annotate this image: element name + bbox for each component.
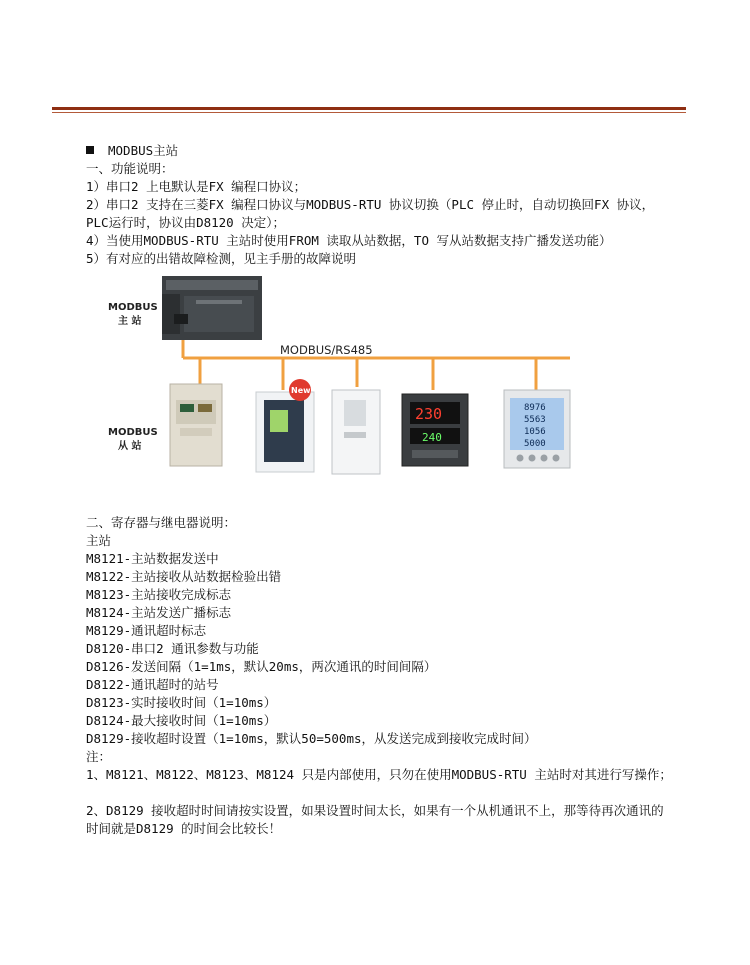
s2-line-7: D8126-发送间隔（1=1ms，默认20ms，两次通讯的时间间隔）: [86, 659, 437, 674]
inverter-device-2: [256, 379, 314, 472]
s2-heading: 二、寄存器与继电器说明：: [86, 515, 237, 530]
temperature-controller-device: [402, 394, 468, 466]
s2-line-11: D8129-接收超时设置（1=10ms，默认50=500ms，从发送完成到接收完成时间）: [86, 731, 537, 746]
header-rule: [52, 107, 686, 110]
s2-line-4: M8124-主站发送广播标志: [86, 605, 232, 620]
power-meter-device: [504, 390, 570, 468]
s2-line-10: D8124-最大接收时间（1=10ms）: [86, 713, 277, 728]
s2-line-1: M8121-主站数据发送中: [86, 551, 219, 566]
temp-display-top: 230: [415, 405, 443, 423]
s2-line-9: D8123-实时接收时间（1=10ms）: [86, 695, 277, 710]
s2-line-3: M8123-主站接收完成标志: [86, 587, 232, 602]
temp-display-bottom: 240: [422, 431, 442, 444]
master-label-1: MODBUS: [108, 302, 158, 313]
new-badge: New: [291, 386, 311, 395]
slave-label-2: 从 站: [118, 441, 142, 452]
meter-line-1: 8976: [524, 403, 546, 413]
s1-line-1: 1）串口2 上电默认是FX 编程口协议；: [86, 179, 307, 194]
header-rule-thin: [52, 112, 686, 113]
master-label-2: 主 站: [118, 316, 142, 327]
meter-line-2: 5563: [524, 415, 546, 425]
section-title: MODBUS主站: [86, 142, 686, 160]
s2-line-8: D8122-通讯超时的站号: [86, 677, 219, 692]
s1-heading: 一、功能说明：: [86, 161, 174, 176]
s2-line-2: M8122-主站接收从站数据检验出错: [86, 569, 282, 584]
s2-line-0: 主站: [86, 533, 112, 548]
s1-line-4: 4）当使用MODBUS-RTU 主站时使用FROM 读取从站数据，TO 写从站数据支持广播发送功能）: [86, 233, 612, 248]
note-2: 2、D8129 接收超时时间请按实设置，如果设置时间太长，如果有一个从机通讯不上，那等待再次通讯的时间就是D8129 的时间会比较长！: [86, 803, 664, 836]
meter-line-4: 5000: [524, 439, 546, 449]
bus-label: MODBUS/RS485: [280, 343, 373, 357]
note-1: 1、M8121、M8122、M8123、M8124 只是内部使用，只勿在使用MODBUS-RTU 主站时对其进行写操作；: [86, 767, 672, 782]
s2-line-12: 注：: [86, 749, 112, 764]
inverter-device-1: [170, 384, 222, 466]
square-bullet-icon: [86, 146, 94, 154]
plc-master-device: [162, 276, 262, 340]
modbus-network-diagram: [100, 272, 580, 482]
s1-line-5: 5）有对应的出错故障检测，见主手册的故障说明: [86, 251, 357, 266]
s2-line-6: D8120-串口2 通讯参数与功能: [86, 641, 259, 656]
s1-line-2: 2）串口2 支持在三菱FX 编程口协议与MODBUS-RTU 协议切换（PLC 停止时，自动切换回FX 协议，PLC运行时，协议由D8120 决定）；: [86, 197, 655, 230]
inverter-device-3: [332, 390, 380, 474]
s2-line-5: M8129-通讯超时标志: [86, 623, 207, 638]
slave-label-1: MODBUS: [108, 427, 158, 438]
meter-line-3: 1056: [524, 427, 546, 437]
